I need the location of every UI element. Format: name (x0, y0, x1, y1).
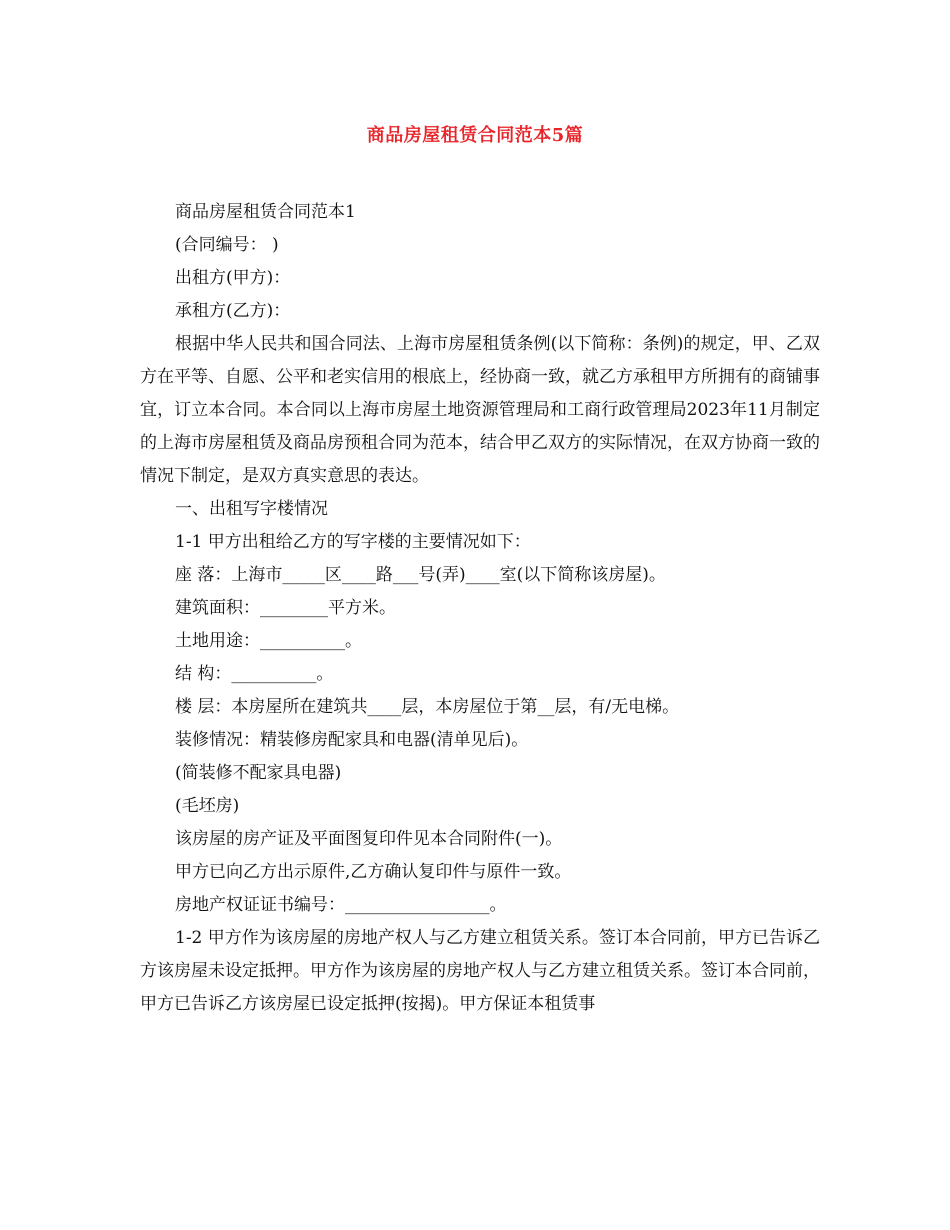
location-line: 座 落：上海市_____区____路___号(弄)____室(以下简称该房屋)。 (175, 565, 666, 585)
confirmation-line: 甲方已向乙方出示原件,乙方确认复印件与原件一致。 (175, 862, 572, 882)
preamble-paragraph: 根据中华人民共和国合同法、上海市房屋租赁条例(以下简称：条例)的规定，甲、乙双方在平等、自愿、公平和老实信用的根底上，经协商一致，就乙方承租甲方所拥有的商铺事宜，订立本合同。本合同以上海市房屋土地资源管理局和工商行政管理局2023年11月制定的上海市房屋租赁及商品房预租合同为范本，结合甲乙双方的实际情况，在双方协商一致的情况下制定，是双方真实意思的表达。 (140, 334, 820, 486)
floor-line: 楼 层：本房屋所在建筑共____层，本房屋位于第__层，有/无电梯。 (175, 697, 680, 717)
area-line: 建筑面积：________平方米。 (175, 598, 396, 618)
certificate-number-line: 房地产权证证书编号：_________________。 (175, 895, 507, 915)
lessee-line: 承租方(乙方)： (175, 301, 291, 321)
decoration-option-simple: (简装修不配家具电器) (175, 763, 342, 783)
attachment-line: 该房屋的房产证及平面图复印件见本合同附件(一)。 (175, 829, 563, 849)
structure-line: 结 构：__________。 (175, 664, 334, 684)
document-title: 商品房屋租赁合同范本5篇 (366, 125, 584, 146)
clause-1-1: 1-1 甲方出租给乙方的写字楼的主要情况如下： (175, 532, 531, 552)
land-use-line: 土地用途：__________。 (175, 631, 362, 651)
section-heading: 商品房屋租赁合同范本1 (175, 202, 356, 222)
decoration-option-raw: (毛坯房) (175, 796, 240, 816)
decoration-line: 装修情况：精装修房配家具和电器(清单见后)。 (175, 730, 529, 750)
document-body (140, 196, 820, 1021)
lessor-line: 出租方(甲方)： (175, 268, 291, 288)
clause-heading: 一、出租写字楼情况 (175, 499, 328, 519)
clause-1-2: 1-2 甲方作为该房屋的房地产权人与乙方建立租赁关系。签订本合同前，甲方已告诉乙方该房屋未设定抵押。甲方作为该房屋的房地产权人与乙方建立租赁关系。签订本合同前，甲方已告诉乙方该房屋已设定抵押(按揭)。甲方保证本租赁事 (140, 928, 820, 1014)
contract-number: (合同编号： ) (175, 235, 279, 255)
